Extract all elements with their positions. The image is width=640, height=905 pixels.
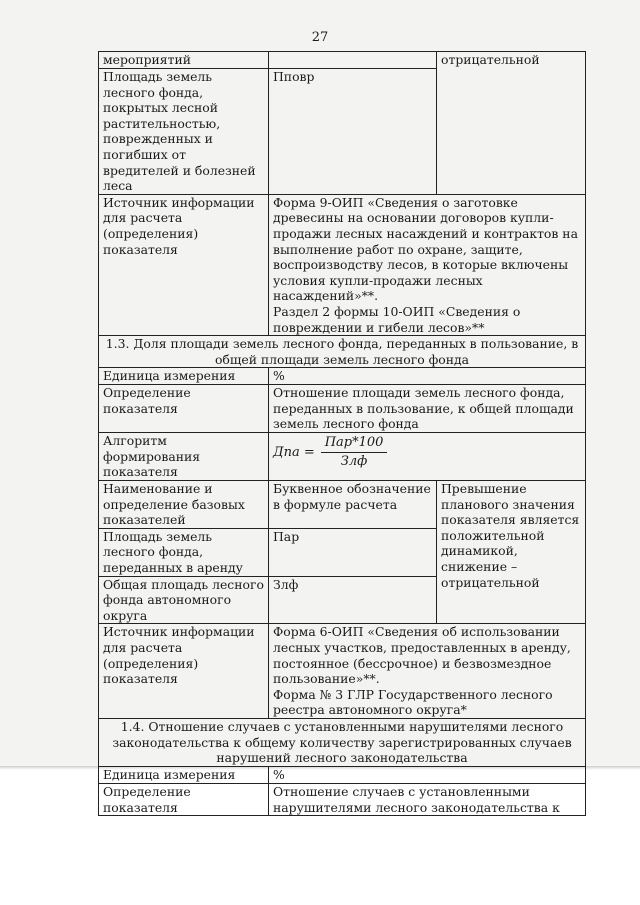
- table-row: [99, 433, 586, 481]
- cell: Наименование и определение базовых показателей: [99, 481, 269, 529]
- cell: Единица измерения: [99, 766, 269, 783]
- cell: [269, 52, 437, 69]
- source-text-2: Раздел 2 формы 10-ОИП «Сведения о повреждении и гибели лесов»**: [273, 303, 521, 335]
- formula: [273, 433, 581, 469]
- section-heading: 1.3. Доля площади земель лесного фонда, переданных в пользование, в общей площади земель лесного фонда: [99, 336, 586, 368]
- cell: Отношение случаев с установленными нарушителями лесного законодательства к: [269, 783, 586, 815]
- cell: [269, 624, 586, 719]
- indicator-table: [98, 51, 586, 816]
- cell: Источник информации для расчета (определения) показателя: [99, 194, 269, 335]
- section-heading-row: [99, 718, 586, 766]
- table-row: [99, 385, 586, 433]
- table-row: [99, 194, 586, 335]
- cell: Единица измерения: [99, 368, 269, 385]
- cell: Пар: [269, 528, 437, 576]
- cell: Определение показателя: [99, 385, 269, 433]
- cell: Буквенное обозначение в формуле расчета: [269, 481, 437, 529]
- table-row: [99, 624, 586, 719]
- table-row: [99, 481, 586, 529]
- cell: [269, 194, 586, 335]
- cell: отрицательной: [437, 52, 586, 195]
- page-number: 27: [311, 30, 329, 45]
- formula-denominator: Злф: [340, 453, 368, 469]
- table-row: [99, 52, 586, 69]
- cell: Общая площадь лесного фонда автономного округа: [99, 576, 269, 624]
- cell: Превышение планового значения показателя является положительной динамикой, снижение – отрицательной: [437, 481, 586, 624]
- formula-lhs: Дпа =: [273, 444, 315, 460]
- formula-cell: [269, 433, 586, 481]
- source-text-1: Форма 9-ОИП «Сведения о заготовке древесины на основании договоров купли-продажи лесных насаждений и контрактов на выполнение работ по охране, защите, воспроизводству лесов, в которые включены условия купли-продажи лесных насаждений»**.: [273, 194, 578, 304]
- cell: Пповр: [269, 69, 437, 195]
- cell: %: [269, 368, 586, 385]
- formula-fraction: [321, 435, 388, 469]
- cell: Площадь земель лесного фонда, покрытых лесной растительностью, поврежденных и погибших от вредителей и болезней леса: [99, 69, 269, 195]
- cell: Источник информации для расчета (определения) показателя: [99, 624, 269, 719]
- cell: Площадь земель лесного фонда, переданных в аренду: [99, 528, 269, 576]
- source-text-1: Форма 6-ОИП «Сведения об использовании лесных участков, предоставленных в аренду, постоянное (бессрочное) и безвозмездное пользование»**.: [273, 624, 571, 687]
- section-heading: 1.4. Отношение случаев с установленными нарушителями лесного законодательства к общему количеству зарегистрированных случаев нарушений лесного законодательства: [99, 718, 586, 766]
- source-text-2: Форма № 3 ГЛР Государственного лесного реестра автономного округа*: [273, 686, 553, 718]
- formula-numerator: Пар*100: [321, 435, 388, 453]
- cell: Алгоритм формирования показателя: [99, 433, 269, 481]
- cell: мероприятий: [99, 52, 269, 69]
- cell: Злф: [269, 576, 437, 624]
- section-heading-row: [99, 336, 586, 368]
- cell: Определение показателя: [99, 783, 269, 815]
- cell: %: [269, 766, 586, 783]
- cell: Отношение площади земель лесного фонда, переданных в пользование, к общей площади земель лесного фонда: [269, 385, 586, 433]
- table-row: [99, 368, 586, 385]
- table-row: [99, 783, 586, 815]
- table-row: [99, 766, 586, 783]
